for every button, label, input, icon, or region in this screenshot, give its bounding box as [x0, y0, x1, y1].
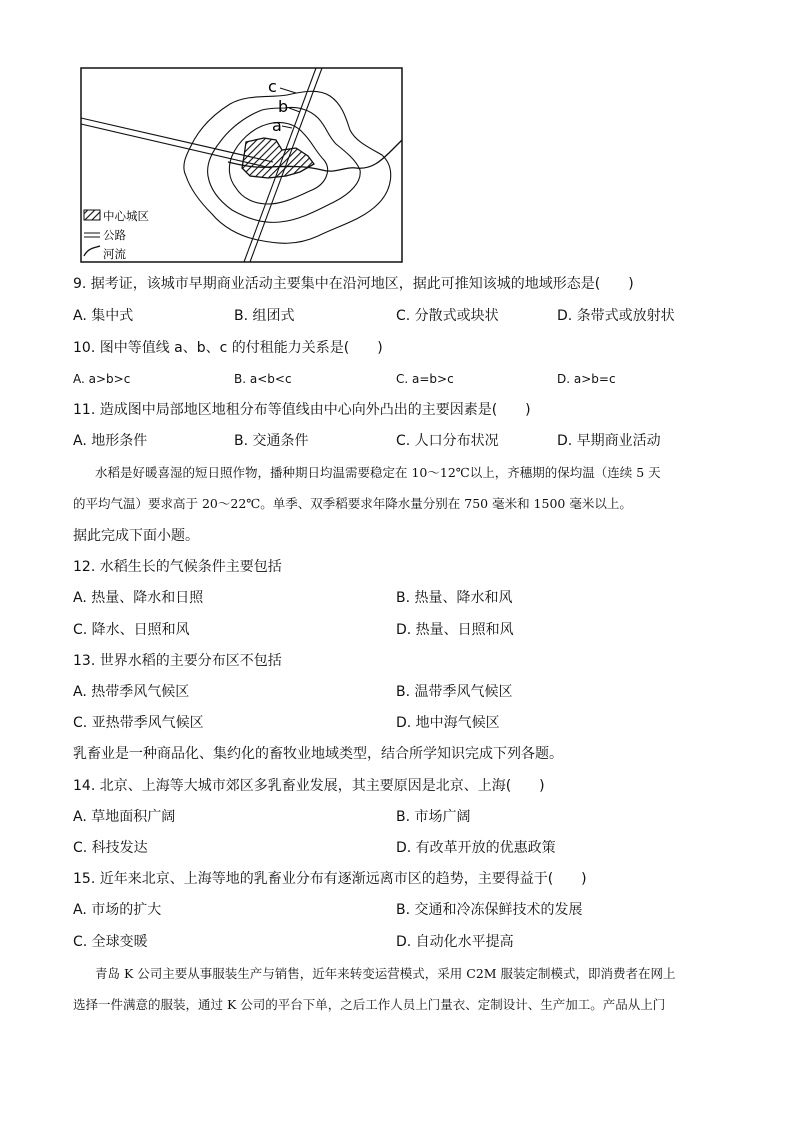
q15-option-c[interactable]: C. 全球变暖 — [73, 934, 148, 950]
q9-option-d[interactable]: D. 条带式或放射状 — [557, 308, 675, 324]
rice-passage-line-2: 的平均气温）要求高于 20～22℃。单季、双季稻要求年降水量分别在 750 毫米和 1500 毫米以上。 — [73, 496, 632, 511]
q9-option-b[interactable]: B. 组团式 — [234, 308, 295, 324]
q12-option-b[interactable]: B. 热量、降水和风 — [396, 590, 513, 606]
q15-option-b[interactable]: B. 交通和冷冻保鲜技术的发展 — [396, 902, 583, 918]
q11-option-b[interactable]: B. 交通条件 — [234, 433, 309, 449]
question-10-stem: 10. 图中等值线 a、b、c 的付租能力关系是( ) — [73, 340, 383, 356]
q15-option-a[interactable]: A. 市场的扩大 — [73, 902, 162, 918]
q13-option-a[interactable]: A. 热带季风气候区 — [73, 684, 190, 700]
q9-option-c[interactable]: C. 分散式或块状 — [396, 308, 499, 324]
question-12-stem: 12. 水稻生长的气候条件主要包括 — [73, 559, 282, 575]
legend-river-label: 河流 — [103, 247, 126, 261]
question-15-stem: 15. 近年来北京、上海等地的乳畜业分布有逐渐远离市区的趋势，主要得益于( ) — [73, 871, 587, 887]
q10-option-d[interactable]: D. a>b=c — [557, 372, 616, 386]
q13-option-d[interactable]: D. 地中海气候区 — [396, 715, 500, 731]
q11-option-a[interactable]: A. 地形条件 — [73, 433, 148, 449]
q12-option-c[interactable]: C. 降水、日照和风 — [73, 622, 190, 638]
city-land-rent-map — [0, 0, 794, 270]
dairy-passage: 乳畜业是一种商品化、集约化的畜牧业地域类型，结合所学知识完成下列各题。 — [73, 746, 563, 762]
q12-option-d[interactable]: D. 热量、日照和风 — [396, 622, 514, 638]
label-a: a — [272, 116, 282, 135]
question-14-stem: 14. 北京、上海等大城市郊区多乳畜业发展，其主要原因是北京、上海( ) — [73, 778, 545, 794]
q10-option-a[interactable]: A. a>b>c — [73, 372, 131, 386]
q15-option-d[interactable]: D. 自动化水平提高 — [396, 934, 514, 950]
q14-option-c[interactable]: C. 科技发达 — [73, 840, 148, 856]
q14-option-b[interactable]: B. 市场广阔 — [396, 809, 471, 825]
q11-option-d[interactable]: D. 早期商业活动 — [557, 433, 661, 449]
question-11-stem: 11. 造成图中局部地区地租分布等值线由中心向外凸出的主要因素是( ) — [73, 402, 531, 418]
label-b: b — [278, 97, 289, 116]
qingdao-passage-line-2: 选择一件满意的服装，通过 K 公司的平台下单，之后工作人员上门量衣、定制设计、生产加工。产品从上门 — [73, 997, 666, 1012]
qingdao-passage-line-1: 青岛 K 公司主要从事服装生产与销售，近年来转变运营模式，采用 C2M 服装定制模式，即消费者在网上 — [95, 966, 676, 981]
legend-road-label: 公路 — [103, 228, 126, 242]
q9-option-a[interactable]: A. 集中式 — [73, 308, 134, 324]
q14-option-a[interactable]: A. 草地面积广阔 — [73, 809, 176, 825]
q10-option-c[interactable]: C. a=b>c — [396, 372, 454, 386]
rice-passage-line-1: 水稻是好暖喜湿的短日照作物，播种期日均温需要稳定在 10～12℃以上，齐穗期的保均温（连续 5 天 — [95, 465, 661, 480]
q11-option-c[interactable]: C. 人口分布状况 — [396, 433, 499, 449]
q12-option-a[interactable]: A. 热量、降水和日照 — [73, 590, 204, 606]
question-9-stem: 9. 据考证，该城市早期商业活动主要集中在沿河地区，据此可推知该城的地域形态是( ) — [73, 276, 634, 292]
q13-option-c[interactable]: C. 亚热带季风气候区 — [73, 715, 204, 731]
label-c: c — [268, 77, 277, 96]
legend-urban-swatch — [84, 210, 100, 220]
rice-passage-line-3: 据此完成下面小题。 — [73, 528, 199, 544]
legend-urban-label: 中心城区 — [103, 209, 149, 223]
question-13-stem: 13. 世界水稻的主要分布区不包括 — [73, 653, 282, 669]
q14-option-d[interactable]: D. 有改革开放的优惠政策 — [396, 840, 556, 856]
q10-option-b[interactable]: B. a<b<c — [234, 372, 292, 386]
q13-option-b[interactable]: B. 温带季风气候区 — [396, 684, 513, 700]
